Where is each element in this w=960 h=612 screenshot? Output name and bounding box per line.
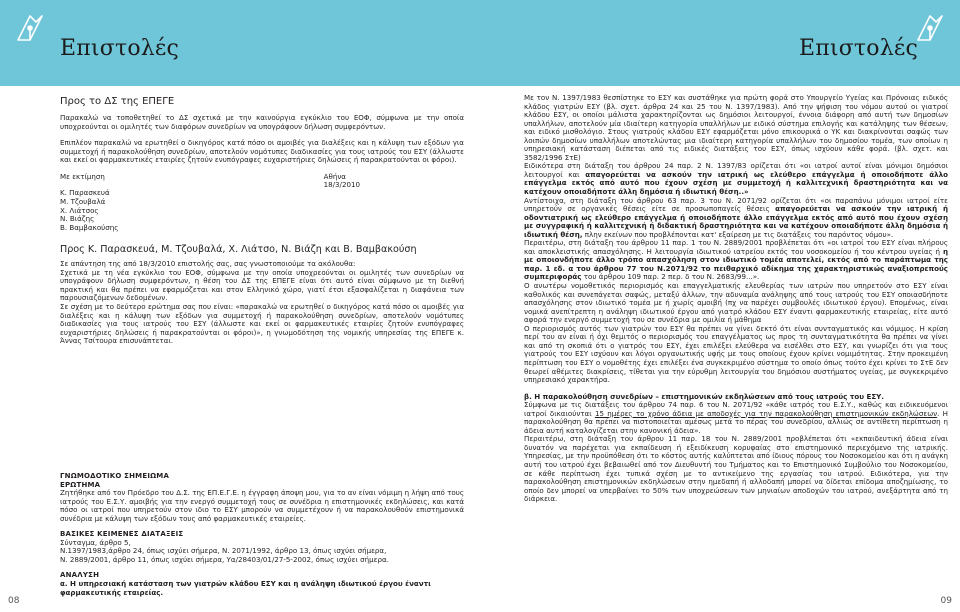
bold-run: απαγορεύεται να ασκούν την ιατρική ως ελεύθερο επάγγελμα ή οποιοδήποτε άλλο επάγγελμα εκτός από αυτό που έχουν σχέση με συμμετοχή ή καλλιτεχνική δραστηριότητα και να κατέχουν οποιαδήποτε άλλη δημόσια ή ιδιωτική θέση..» xyxy=(524,169,948,197)
signatories-list xyxy=(60,173,118,233)
legal-title: ΒΑΣΙΚΕΣ ΚΕΙΜΕΝΕΣ ΔΙΑΤΑΞΕΙΣ xyxy=(60,530,184,539)
body-paragraph xyxy=(524,239,948,282)
reply-paragraph: Σε απάντηση της από 18/3/2010 επιστολής σας, σας γνωστοποιούμε τα ακόλουθα: xyxy=(60,259,356,269)
section-b-title: β. Η παρακολούθηση συνεδρίων – επιστημονικών εκδηλώσεων από τους ιατρούς του ΕΣΥ. xyxy=(524,391,885,401)
page-number-left: 08 xyxy=(8,596,20,606)
legal-opinion xyxy=(60,472,464,597)
body-paragraph xyxy=(524,162,948,196)
legal-line: Σύνταγμα, άρθρο 5, xyxy=(60,537,131,547)
text-run: πλην εκείνων που προβλέπονται κατ' εξαίρεση με τις διατάξεις του παρόντος νόμου». xyxy=(582,229,894,239)
fountain-pen-icon xyxy=(8,6,52,50)
signatory-name: Μ. Τζουβαλά xyxy=(60,196,106,206)
text-run: . Η παρακολούθηση θα πρέπει να πιστοποιείται αμέσως μετά το πέρας του συνεδρίου, αλλιώς σε αντίθετη περίπτωση η άδεια αυτή καταλογίζεται στην κανονική άδεια». xyxy=(524,408,948,435)
analysis-subtitle: α. Η υπηρεσιακή κατάσταση των γιατρών κλάδου ΕΣΥ και η ανάληψη ιδιωτικού έργου έναντι φαρμακευτικής εταιρείας. xyxy=(60,579,431,597)
body-paragraph: Ο ανωτέρω νομοθετικός περιορισμός και επαγγελματικής ελευθερίας των ιατρών που υπηρετούν στο ΕΣΥ είναι καθολικός και συνεπάγεται σαφώς, μεταξύ άλλων, την αδυναμία ανάληψης από τους ιατρούς του ΕΣΥ οποιασδήποτε απασχόλησης στον ιδιωτικό τομέα με ή χωρίς αμοιβή (πχ να παρέχει συμβουλές ιδιωτικού έργου). Επομένως, είναι νομικά ανεπίτρεπτη η ανάληψη ιδιωτικού έργου από γιατρό κλάδου ΕΣΥ έναντι φαρμακευτικής εταιρείας, είτε αυτό αφορά την ενεργό συμμετοχή του σε συνέδρια με ομιλία ή μάθημα xyxy=(524,281,948,325)
letter-paragraph: Επιπλέον παρακαλώ να ερωτηθεί ο δικηγόρος κατά πόσο οι αμοιβές για διαλέξεις και η κάλυψη των εξόδων για συμμετοχή ή παρακολούθηση συνεδρίων, αποτελούν νομότυπες διαδικασίες για τους ιατρούς του ΕΣΥ (άλλωστε και εκεί οι φαρμακευτικές εταιρίες ζητούν ενυπόγραφες ευχαριστήριες δηλώσεις ή παρακρατούνται οι φόροι). xyxy=(60,138,464,165)
page-number-right: 09 xyxy=(940,596,952,606)
reply-paragraph: Σχετικά με τη νέα εγκύκλιο του ΕΟΦ, σύμφωνα με την οποία υποχρεούνται οι ομιλητές των συνεδρίων να υπογράφουν δήλωση συμφερόντων, η θέση του ΔΣ της ΕΠΕΓΕ είναι ότι αυτό είναι σύμφωνο με τη διεθνή πρακτική και θα πρέπει να εφαρμόζεται και στον Ελληνικό χώρο, γιατί έτσι εξασφαλίζεται η διαφάνεια των παρουσιαζόμενων δεδομένων. xyxy=(60,267,464,303)
place-date xyxy=(324,173,360,233)
bold-run: η με οποιονδήποτε άλλο τρόπο απασχόληση στον ιδιωτικό τομέα αποτελεί, εκτός από το παράπτωμα της παρ. 1 εδ. α του άρθρου 77 του Ν.2071/92 το πειθαρχικό αδίκημα της χαρακτηριστικώς αναξιοπρεπούς συμπεριφοράς xyxy=(524,246,948,282)
legal-line: Ν. 2889/2001, άρθρο 11, όπως ισχύει σήμερα, Υα/28403/01/27-5-2002, όπως ισχύει σήμερα. xyxy=(60,554,389,564)
legal-analysis xyxy=(524,94,948,504)
reply-paragraph: Σε σχέση με το δεύτερο ερώτημα σας που είναι: «παρακαλώ να ερωτηθεί ο δικηγόρος κατά πόσο οι αμοιβές για διαλέξεις και η κάλυψη των εξόδων για συμμετοχή ή παρακολούθηση συνεδρίων, αποτελούν νομότυπες διαδικασίες για τους ιατρούς του ΕΣΥ (άλλωστε και εκεί οι φαρμακευτικές εταιρίες ζητούν ενυπόγραφες ευχαριστήριες δηλώσεις ή παρακρατούνται οι φόροι)», η γνωμοδότηση της νομικής υπηρεσίας της ΕΠΕΓΕ κ. Άννας Τσίτουρα επισυνάπτεται. xyxy=(60,302,464,346)
text-run: Σύμφωνα με τις διατάξεις του άρθρου 74 παρ. 6 του Ν. 2071/92 «κάθε ιατρός του Ε.Σ.Υ., καθώς και ειδικευόμενοι ιατροί δικαιούνται xyxy=(524,400,948,418)
date: 18/3/2010 xyxy=(323,180,360,190)
underlined-run: 15 ημέρες το χρόνο άδεια με αποδοχές για την παρακολούθηση επιστημονικών εκδηλώσεων xyxy=(594,408,938,418)
body-paragraph: Με τον Ν. 1397/1983 θεσπίστηκε το ΕΣΥ και συστάθηκε για πρώτη φορά στο Υπουργείο Υγείας και Πρόνοιας ειδικός κλάδος γιατρών ΕΣΥ (βλ. σχετ. άρθρα 24 και 25 του Ν. 1397/1983). Από την ψήφιση του νόμου αυτού οι γιατροί κλάδου ΕΣΥ, οι οποίοι μάλιστα χαρακτηρίζονται ως δημόσιοι λειτουργοί, έννοια διάφορη από αυτή των δημοσίων υπαλλήλων, αποτελούν μία ιδιαίτερη κατηγορία υπαλλήλων με ειδικό σύστημα επιλογής και κατάληψης των θέσεων, και ειδικό μισθολόγιο. Στους γιατρούς κλάδου ΕΣΥ εφαρμόζεται μόνο επικουρικά ο ΥΚ και διακρίνονται σαφώς των λοιπών δημοσίων υπαλλήλων αποτελώντας μια ιδιαίτερη κατηγορία υπαλλήλων του δημοσίου τομέα, των οποίων η υπηρεσιακή κατάσταση διέπεται από τις ειδικές διατάξεις του ΕΣΥ, όπως ισχύουν κάθε φορά. (βλ. σχετ. και 3582/1996 ΣτΕ) xyxy=(524,93,948,162)
signatory-name: Β. Βαμβακούσης xyxy=(60,222,119,232)
place: Αθήνα xyxy=(323,171,346,181)
regards-text: Με εκτίμηση xyxy=(60,171,105,181)
signature-block xyxy=(60,173,360,233)
legal-line: Ν.1397/1983,άρθρο 24, όπως ισχύει σήμερα, Ν. 2071/1992, άρθρο 13, όπως ισχύει σήμερα, xyxy=(60,546,387,556)
body-paragraph xyxy=(524,401,948,435)
question-title: ΕΡΩΤΗΜΑ xyxy=(60,480,101,489)
header-band-left xyxy=(0,0,480,86)
question-text: Ζητήθηκε από τον Πρόεδρο του Δ.Σ. της ΕΠ.Ε.Γ.Ε. η έγγραφη άποψη μου, για το αν είναι νόμιμη η λήψη από τους ιατρούς του Ε.Σ.Υ. αμοιβής για την ενεργό συμμετοχή τους σε συνέδρια η επιστημονικές εκδηλώσεις, και κατά πόσο οι ιατροί που υπηρετούν στον ιδιο το ΕΣΥ μπορούν να συμμετέχουν ή να παρακολουθούν επιστημονικά συνέδρια με κάλυψη των εξόδων τους από φαρμακευτικές εταιρείες. xyxy=(60,488,464,523)
opinion-title: ΓΝΩΜΟΔΟΤΙΚΟ ΣΗΜΕΙΩΜΑ xyxy=(60,472,170,480)
page-title-left: Επιστολές xyxy=(60,36,180,61)
text-run: Περαιτέρω, στη διάταξη του άρθρου 11 παρ. 1 του Ν. 2889/2001 προβλέπεται ότι «οι ιατροί του ΕΣΥ είναι πλήρους και αποκλειστικής απασχόλησης. Η λειτουργία ιδιωτικού ιατρείου εκτός του νοσοκομείου ή του κέντρου υγείας ή xyxy=(524,238,948,256)
body-paragraph: Περαιτέρω, στη διάταξη του άρθρου 11 παρ. 18 του Ν. 2889/2001 προβλέπεται ότι «εκπαιδευτική άδεια είναι δυνατόν να παρέχεται για εκπαίδευση ή εξειδίκευση κορυφαίας στο επιστημονικό περιεχόμενο της ιατρικής. Υπηρεσίας, με την προϋπόθεση ότι το κόστος αυτής καλύπτεται από ίδιους πόρους του Νοσοκομείου και ότι η ανάγκη αυτή του ιατρού έχει βεβαιωθεί από τον Διευθυντή του Τμήματος και το Επιστημονικό Συμβούλιο του Νοσοκομείου, σε κάθε περίπτωση έχει τυπικά σχέση με το αντικείμενο της εργασίας του ιατρού. Ειδικότερα, για την παρακολούθηση επιστημονικών εκδηλώσεων στην ημεδαπή ή αλλοδαπή μπορεί να δίδεται επίδομα αποζημίωσης, το οποίο δεν μπορεί να υπερβαίνει το 50% των υποχρεώσεων των μηνιαίων αποδοχών του ιατρού, ανεξάρτητα από τη διάρκεια. xyxy=(524,434,948,504)
reply-heading: Προς Κ. Παρασκευά, Μ. Τζουβαλά, Χ. Λιάτσο, Ν. Βιάζη και Β. Βαμβακούση xyxy=(60,244,417,256)
text-run: Ειδικότερα στη διάταξη του άρθρου 24 παρ. 2 Ν. 1397/83 ορίζεται ότι «οι ιατροί αυτοί είναι μόνιμοι δημόσιοι λειτουργοί και xyxy=(524,161,948,179)
analysis-title: ΑΝΑΛΥΣΗ xyxy=(60,571,100,580)
letter-intro: Παρακαλώ να τοποθετηθεί το ΔΣ σχετικά με την καινούργια εγκύκλιο του ΕΟΦ, σύμφωνα με την οποία υποχρεούνται οι ομιλητές των διαφόρων συνεδρίων να υπογράφουν δήλωση συμφερόντων. xyxy=(60,113,464,131)
header-band-right xyxy=(480,0,960,86)
body-paragraph: Ο περιορισμός αυτός των γιατρών του ΕΣΥ θα πρέπει να γίνει δεκτό ότι είναι συνταγματικός και νόμιμος. Η κρίση περί του αν είναι ή όχι θεμιτός ο περιορισμός του επαγγέλματος ως προς τη συνταγματικότητα θα πρέπει να γίνει και από τη σκοπιά ότι ο γιατρός του ΕΣΥ, έχει επιλέξει ελεύθερα να εισέλθει στο ΕΣΥ, και γνωρίζει ότι για τους γιατρούς του ΕΣΥ ισχύουν και λόγοι οργανωτικής υφής με τους οποίους έχουν κρίνει νομιμότητας. Στην προκειμένη περίπτωση του ΕΣΥ ο νομοθέτης έχει επιλέξει ένα συγκεκριμένο σύστημα το οποίο όπως τούτο έχει κρίνει το ΣτΕ δεν θεωρεί αθέμιτες διακρίσεις, τίθεται για την εύρυθμη λειτουργία του δημόσιου συστήματος υγείας, με συγκεκριμένο υπηρεσιακό χαρακτήρα. xyxy=(524,323,948,385)
body-paragraph xyxy=(524,197,948,240)
signatory-name: Ν. Βιάζης xyxy=(60,214,95,224)
section-title: Προς το ΔΣ της ΕΠΕΓΕ xyxy=(60,96,175,107)
text-run: Αντίστοιχα, στη διάταξη του άρθρου 63 παρ. 3 του Ν. 2071/92 ορίζεται ότι «οι παραπάνω μόνιμοι ιατροί είτε υπηρετούν σε οργανικές θέσεις είτε σε προσωποπαγείς θέσεις xyxy=(524,195,948,214)
page-title-right: Επιστολές xyxy=(798,36,918,61)
bold-run: απαγορεύεται να ασκούν την ιατρική ή οδοντιατρική ως ελεύθερο επάγγελμα ή οποιοδήποτε άλλο επάγγελμα εκτός από αυτό που έχουν σχέση με συγγραφική ή καλλιτεχνική ή διδακτική δραστηριότητα και να κατέχουν οποιαδήποτε άλλη δημόσια ή ιδιωτική θέση, xyxy=(524,204,948,239)
signatory-name: Χ. Λιάτσος xyxy=(60,205,99,215)
signatory-name: Κ. Παρασκευά xyxy=(60,188,110,198)
text-run: του άρθρου 109 παρ. 2 περ. δ του Ν. 2683/99...». xyxy=(581,272,760,282)
letter-section xyxy=(60,96,464,346)
